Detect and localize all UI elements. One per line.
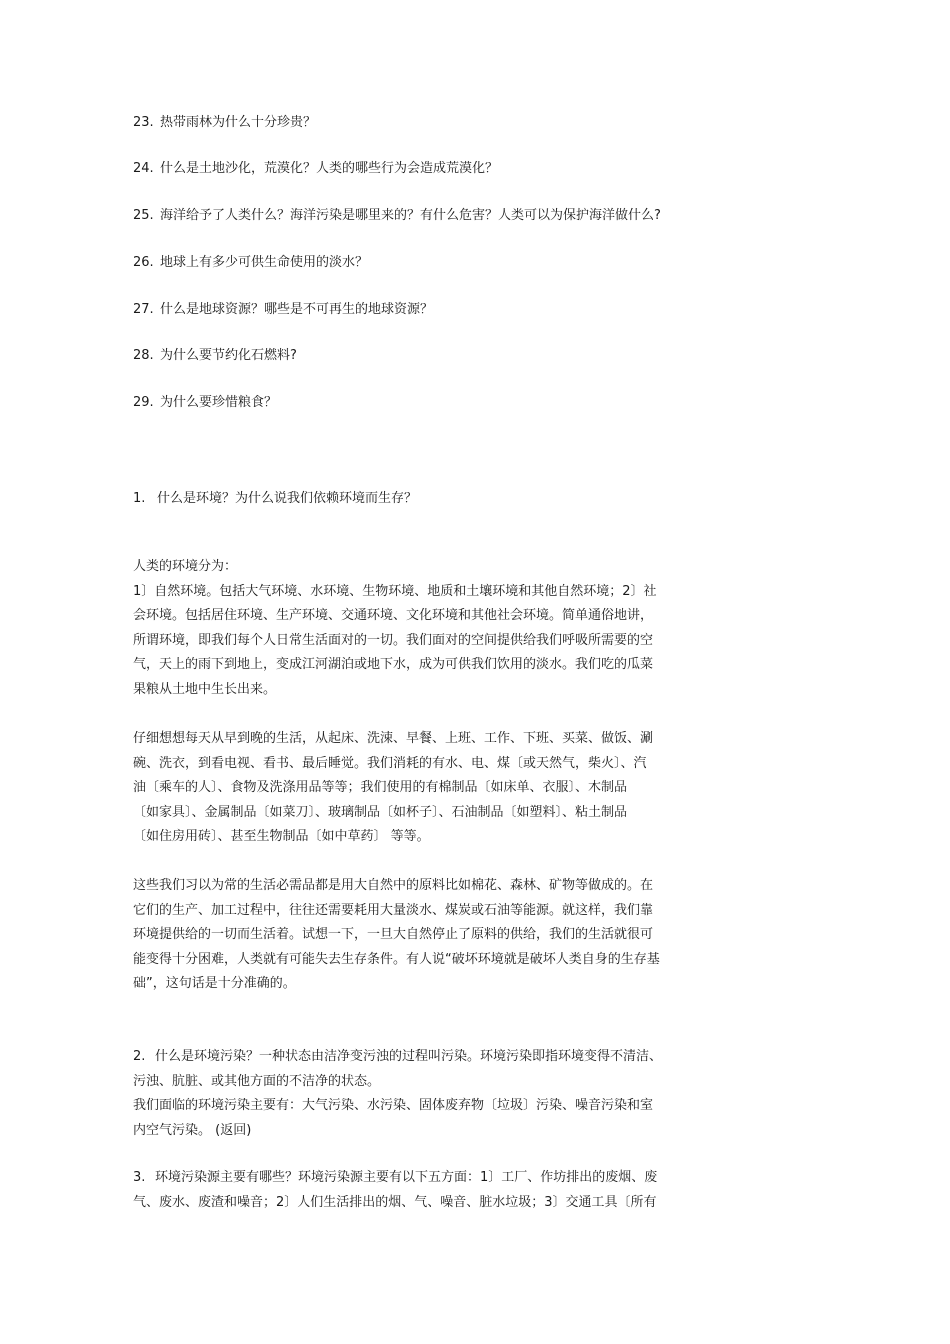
- question-item: [133, 114, 316, 132]
- question-item: [133, 347, 297, 365]
- text-line: 〔如住房用砖〕、甚至生物制品〔如中草药〕 等等。: [133, 829, 430, 845]
- text-line: 气、废水、废渣和噪音；2〕人们生活排出的烟、气、噪音、脏水垃圾；3〕交通工具〔所有: [133, 1194, 657, 1210]
- text-line: [133, 1166, 693, 1191]
- question-text: 为什么要节约化石燃料?: [160, 348, 297, 363]
- section-3-line: 环境污染源主要有哪些？环境污染源主要有以下五方面：1〕工厂、作坊排出的废烟、废: [155, 1170, 658, 1185]
- text-line: 碗、洗衣，到看电视、看书、最后睡觉。我们消耗的有水、电、煤〔或天然气，柴火〕、汽: [133, 755, 647, 771]
- question-item: [133, 301, 433, 319]
- question-text: 热带雨林为什么十分珍贵？: [160, 115, 317, 130]
- text-line: 我们面临的环境污染主要有：大气污染、水污染、固体废弃物〔垃圾〕污染、噪音污染和室: [133, 1098, 654, 1114]
- question-item: [133, 254, 368, 272]
- section-number: 1.: [133, 491, 146, 506]
- section-1-paragraph-1: [133, 555, 693, 703]
- text-line: 这些我们习以为常的生活必需品都是用大自然中的原料比如棉花、森林、矿物等做成的。在: [133, 878, 654, 893]
- section-title: 什么是环境？为什么说我们依赖环境而生存？: [157, 491, 418, 506]
- question-number: 29.: [133, 395, 154, 410]
- question-item: [133, 160, 498, 178]
- question-item: [133, 207, 661, 225]
- text-line: 气，天上的雨下到地上，变成江河湖泊或地下水，成为可供我们饮用的淡水。我们吃的瓜菜: [133, 657, 654, 673]
- text-line: 所谓环境，即我们每个人日常生活面对的一切。我们面对的空间提供给我们呼吸所需要的空: [133, 632, 654, 648]
- text-line: 会环境。包括居住环境、生产环境、交通环境、文化环境和其他社会环境。简单通俗地讲，: [133, 608, 654, 624]
- question-text: 地球上有多少可供生命使用的淡水？: [160, 255, 369, 270]
- text-line: [133, 1045, 693, 1070]
- section-number: 3.: [133, 1170, 146, 1185]
- question-number: 24.: [133, 161, 154, 176]
- text-line: 内空气污染。 (返回): [133, 1122, 252, 1138]
- text-line: 人类的环境分为：: [133, 559, 238, 574]
- question-number: 28.: [133, 348, 154, 363]
- question-number: 26.: [133, 255, 154, 270]
- question-text: 什么是土地沙化，荒漠化？人类的哪些行为会造成荒漠化？: [160, 161, 499, 176]
- section-number: 2.: [133, 1049, 146, 1064]
- question-text: 海洋给予了人类什么？海洋污染是哪里来的？有什么危害？人类可以为保护海洋做什么?: [160, 208, 661, 223]
- question-item: [133, 394, 277, 412]
- text-line: 油〔乘车的人〕、食物及洗涤用品等等；我们使用的有棉制品〔如床单、衣服〕、木制品: [133, 780, 628, 796]
- question-number: 27.: [133, 302, 154, 317]
- section-1-paragraph-3: [133, 874, 693, 997]
- question-number: 25.: [133, 208, 154, 223]
- text-line: 果粮从土地中生长出来。: [133, 681, 277, 697]
- text-line: 〔如家具〕、金属制品〔如菜刀〕、玻璃制品〔如杯子〕、石油制品〔如塑料〕、粘土制品: [133, 804, 628, 820]
- question-number: 23.: [133, 115, 154, 130]
- question-text: 为什么要珍惜粮食？: [160, 395, 278, 410]
- section-2-line: 什么是环境污染？一种状态由洁净变污浊的过程叫污染。环境污染即指环境变得不清洁、: [155, 1049, 663, 1064]
- question-text: 什么是地球资源？哪些是不可再生的地球资源？: [160, 302, 434, 317]
- section-3-paragraph: [133, 1166, 693, 1215]
- section-2-paragraph: [133, 1045, 693, 1143]
- section-1-paragraph-2: [133, 727, 693, 850]
- text-line: 污浊、肮脏、或其他方面的不洁净的状态。: [133, 1073, 381, 1089]
- text-line: 1〕自然环境。包括大气环境、水环境、生物环境、地质和土壤环境和其他自然环境；2〕社: [133, 583, 657, 599]
- text-line: 础”，这句话是十分准确的。: [133, 976, 296, 992]
- section-1-heading: [133, 490, 417, 508]
- text-line: 仔细想想每天从早到晚的生活，从起床、洗涑、早餐、上班、工作、下班、买菜、做饭、涮: [133, 731, 654, 746]
- text-line: 它们的生产、加工过程中，往往还需要耗用大量淡水、煤炭或石油等能源。就这样，我们靠: [133, 902, 654, 918]
- text-line: 环境提供给的一切而生活着。试想一下，一旦大自然停止了原料的供给，我们的生活就很可: [133, 927, 654, 943]
- text-line: 能变得十分困难，人类就有可能失去生存条件。有人说“破坏环境就是破坏人类自身的生存基: [133, 951, 660, 967]
